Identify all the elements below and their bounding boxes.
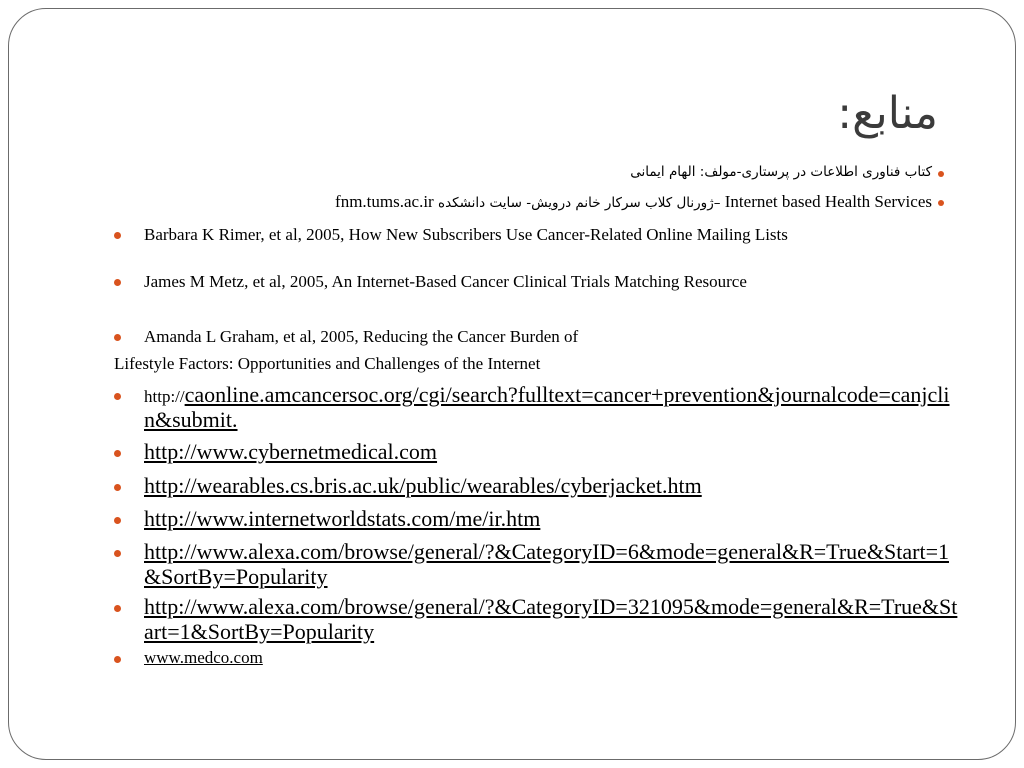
link-medco[interactable]: www.medco.com <box>144 648 263 667</box>
bullet-icon <box>114 232 121 239</box>
ref-graham: Amanda L Graham, et al, 2005, Reducing the Cancer Burden of <box>144 327 579 346</box>
link-alexa-category-321095[interactable]: http://www.alexa.com/browse/general/?&CategoryID=321095&mode=general&R=True&Start=1&SortBy=Popularity <box>144 594 958 644</box>
journal-text-persian: –ژورنال کلاب سرکار خانم درویش- سایت دانشکده <box>438 195 721 211</box>
ref-rimer: Barbara K Rimer, et al, 2005, How New Subscribers Use Cancer-Related Online Mailing Lists <box>144 225 788 244</box>
link-alexa-category-6[interactable]: http://www.alexa.com/browse/general/?&CategoryID=6&mode=general&R=True&Start=1&SortBy=Popularity <box>144 539 949 589</box>
link-cybernetmedical[interactable]: http://www.cybernetmedical.com <box>144 439 438 464</box>
bullet-icon <box>114 656 121 663</box>
bullet-icon <box>938 171 944 177</box>
link-caonline-text[interactable]: caonline.amcancersoc.org/cgi/search?fulltext=cancer+prevention&journalcode=canjclin&submit. <box>144 382 950 432</box>
journal-title-latin: Internet based Health Services <box>724 192 932 211</box>
link-caonline[interactable] <box>144 383 956 432</box>
link-wearables[interactable]: http://wearables.cs.bris.ac.uk/public/wearables/cyberjacket.htm <box>144 473 702 498</box>
bullet-icon <box>938 200 944 206</box>
link-prefix: http:// <box>144 387 185 406</box>
bullet-icon <box>114 550 121 557</box>
bullet-icon <box>114 450 121 457</box>
bullet-icon <box>114 517 121 524</box>
slide-title: منابع: <box>837 88 938 139</box>
bullet-icon <box>114 334 121 341</box>
bullet-icon <box>114 605 121 612</box>
bullet-icon <box>114 393 121 400</box>
bullet-icon <box>114 484 121 491</box>
ref-graham-continuation: Lifestyle Factors: Opportunities and Challenges of the Internet <box>114 354 541 373</box>
journal-site-latin: fnm.tums.ac.ir <box>335 192 434 211</box>
ref-metz: James M Metz, et al, 2005, An Internet-Based Cancer Clinical Trials Matching Resource <box>144 272 747 291</box>
link-internetworldstats[interactable]: http://www.internetworldstats.com/me/ir.htm <box>144 506 541 531</box>
rtl-ref-book: کتاب فناوری اطلاعات در پرستاری-مولف: الهام ایمانی <box>630 164 932 180</box>
bullet-icon <box>114 279 121 286</box>
rtl-ref-journal <box>335 192 932 212</box>
